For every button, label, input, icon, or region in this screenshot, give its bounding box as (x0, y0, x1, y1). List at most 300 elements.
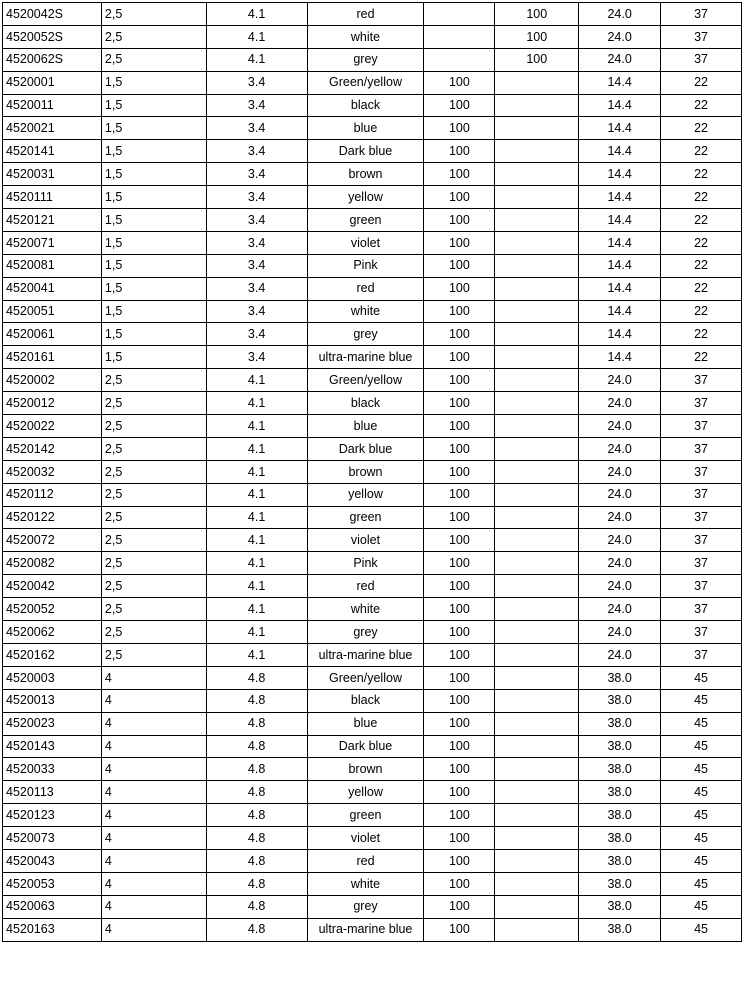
pack-quantity-cell: 100 (424, 506, 495, 529)
article-number-cell: 4520023 (3, 712, 102, 735)
pack-quantity-cell: 100 (424, 552, 495, 575)
weight-cell: 24.0 (579, 643, 661, 666)
pack-quantity-cell: 100 (424, 437, 495, 460)
product-table-body (3, 3, 742, 942)
pack-quantity-cell: 100 (424, 575, 495, 598)
pack-quantity-alt-cell (495, 758, 579, 781)
ampere-cell: 22 (661, 71, 742, 94)
table-row (3, 254, 742, 277)
pack-quantity-alt-cell (495, 643, 579, 666)
diameter-cell: 4.8 (206, 689, 307, 712)
cross-section-cell: 1,5 (101, 209, 206, 232)
pack-quantity-cell: 100 (424, 804, 495, 827)
pack-quantity-cell: 100 (424, 94, 495, 117)
weight-cell: 38.0 (579, 872, 661, 895)
color-cell: blue (307, 712, 424, 735)
article-number-cell: 4520002 (3, 369, 102, 392)
pack-quantity-cell: 100 (424, 849, 495, 872)
weight-cell: 14.4 (579, 94, 661, 117)
cross-section-cell: 2,5 (101, 48, 206, 71)
cross-section-cell: 1,5 (101, 254, 206, 277)
weight-cell: 24.0 (579, 392, 661, 415)
pack-quantity-alt-cell (495, 872, 579, 895)
table-row (3, 849, 742, 872)
pack-quantity-alt-cell (495, 552, 579, 575)
weight-cell: 38.0 (579, 712, 661, 735)
pack-quantity-alt-cell (495, 94, 579, 117)
cross-section-cell: 4 (101, 781, 206, 804)
pack-quantity-alt-cell (495, 186, 579, 209)
article-number-cell: 4520113 (3, 781, 102, 804)
table-row (3, 666, 742, 689)
weight-cell: 24.0 (579, 483, 661, 506)
weight-cell: 38.0 (579, 849, 661, 872)
ampere-cell: 37 (661, 415, 742, 438)
cross-section-cell: 2,5 (101, 643, 206, 666)
article-number-cell: 4520121 (3, 209, 102, 232)
color-cell: Pink (307, 552, 424, 575)
pack-quantity-alt-cell (495, 621, 579, 644)
ampere-cell: 37 (661, 643, 742, 666)
table-row (3, 598, 742, 621)
ampere-cell: 22 (661, 346, 742, 369)
pack-quantity-cell (424, 48, 495, 71)
cross-section-cell: 2,5 (101, 483, 206, 506)
diameter-cell: 3.4 (206, 300, 307, 323)
ampere-cell: 45 (661, 849, 742, 872)
color-cell: Pink (307, 254, 424, 277)
ampere-cell: 37 (661, 552, 742, 575)
pack-quantity-alt-cell (495, 529, 579, 552)
weight-cell: 38.0 (579, 735, 661, 758)
pack-quantity-alt-cell (495, 483, 579, 506)
ampere-cell: 37 (661, 392, 742, 415)
color-cell: brown (307, 163, 424, 186)
cross-section-cell: 2,5 (101, 437, 206, 460)
weight-cell: 24.0 (579, 3, 661, 26)
article-number-cell: 4520013 (3, 689, 102, 712)
diameter-cell: 3.4 (206, 163, 307, 186)
cross-section-cell: 2,5 (101, 460, 206, 483)
table-row (3, 163, 742, 186)
diameter-cell: 4.1 (206, 483, 307, 506)
ampere-cell: 45 (661, 827, 742, 850)
color-cell: yellow (307, 781, 424, 804)
pack-quantity-alt-cell: 100 (495, 48, 579, 71)
table-row (3, 552, 742, 575)
table-row (3, 804, 742, 827)
weight-cell: 24.0 (579, 48, 661, 71)
article-number-cell: 4520163 (3, 918, 102, 941)
color-cell: Dark blue (307, 140, 424, 163)
pack-quantity-cell: 100 (424, 117, 495, 140)
pack-quantity-cell: 100 (424, 872, 495, 895)
cross-section-cell: 1,5 (101, 117, 206, 140)
ampere-cell: 37 (661, 621, 742, 644)
article-number-cell: 4520062S (3, 48, 102, 71)
table-row (3, 48, 742, 71)
diameter-cell: 4.8 (206, 849, 307, 872)
weight-cell: 38.0 (579, 781, 661, 804)
pack-quantity-alt-cell (495, 415, 579, 438)
weight-cell: 14.4 (579, 117, 661, 140)
table-row (3, 506, 742, 529)
weight-cell: 38.0 (579, 827, 661, 850)
table-row (3, 621, 742, 644)
diameter-cell: 4.1 (206, 460, 307, 483)
weight-cell: 14.4 (579, 71, 661, 94)
diameter-cell: 4.1 (206, 598, 307, 621)
ampere-cell: 45 (661, 712, 742, 735)
article-number-cell: 4520012 (3, 392, 102, 415)
weight-cell: 24.0 (579, 529, 661, 552)
diameter-cell: 3.4 (206, 346, 307, 369)
cross-section-cell: 4 (101, 895, 206, 918)
color-cell: grey (307, 323, 424, 346)
color-cell: white (307, 25, 424, 48)
table-row (3, 369, 742, 392)
pack-quantity-alt-cell (495, 163, 579, 186)
article-number-cell: 4520142 (3, 437, 102, 460)
diameter-cell: 4.1 (206, 3, 307, 26)
weight-cell: 14.4 (579, 254, 661, 277)
cross-section-cell: 2,5 (101, 598, 206, 621)
article-number-cell: 4520162 (3, 643, 102, 666)
color-cell: blue (307, 415, 424, 438)
ampere-cell: 45 (661, 666, 742, 689)
product-table-container (2, 2, 742, 942)
diameter-cell: 4.1 (206, 529, 307, 552)
ampere-cell: 22 (661, 209, 742, 232)
ampere-cell: 37 (661, 529, 742, 552)
pack-quantity-alt-cell (495, 460, 579, 483)
weight-cell: 24.0 (579, 460, 661, 483)
weight-cell: 38.0 (579, 666, 661, 689)
diameter-cell: 3.4 (206, 231, 307, 254)
pack-quantity-cell: 100 (424, 598, 495, 621)
color-cell: black (307, 392, 424, 415)
pack-quantity-alt-cell (495, 209, 579, 232)
cross-section-cell: 4 (101, 804, 206, 827)
ampere-cell: 37 (661, 437, 742, 460)
pack-quantity-alt-cell: 100 (495, 25, 579, 48)
table-row (3, 3, 742, 26)
pack-quantity-cell: 100 (424, 163, 495, 186)
ampere-cell: 45 (661, 758, 742, 781)
article-number-cell: 4520123 (3, 804, 102, 827)
diameter-cell: 4.8 (206, 781, 307, 804)
diameter-cell: 4.1 (206, 369, 307, 392)
color-cell: ultra-marine blue (307, 918, 424, 941)
article-number-cell: 4520031 (3, 163, 102, 186)
article-number-cell: 4520053 (3, 872, 102, 895)
pack-quantity-alt-cell (495, 392, 579, 415)
color-cell: Dark blue (307, 735, 424, 758)
article-number-cell: 4520112 (3, 483, 102, 506)
ampere-cell: 45 (661, 735, 742, 758)
article-number-cell: 4520052S (3, 25, 102, 48)
table-row (3, 689, 742, 712)
table-row (3, 437, 742, 460)
weight-cell: 14.4 (579, 163, 661, 186)
cross-section-cell: 1,5 (101, 277, 206, 300)
diameter-cell: 3.4 (206, 277, 307, 300)
article-number-cell: 4520042S (3, 3, 102, 26)
color-cell: ultra-marine blue (307, 346, 424, 369)
pack-quantity-alt-cell (495, 849, 579, 872)
color-cell: Green/yellow (307, 71, 424, 94)
pack-quantity-cell: 100 (424, 186, 495, 209)
color-cell: brown (307, 460, 424, 483)
cross-section-cell: 4 (101, 827, 206, 850)
article-number-cell: 4520032 (3, 460, 102, 483)
pack-quantity-cell: 100 (424, 369, 495, 392)
article-number-cell: 4520063 (3, 895, 102, 918)
table-row (3, 918, 742, 941)
color-cell: ultra-marine blue (307, 643, 424, 666)
cross-section-cell: 4 (101, 872, 206, 895)
table-row (3, 71, 742, 94)
pack-quantity-alt-cell (495, 918, 579, 941)
pack-quantity-alt-cell (495, 895, 579, 918)
diameter-cell: 4.8 (206, 872, 307, 895)
color-cell: green (307, 804, 424, 827)
weight-cell: 38.0 (579, 895, 661, 918)
weight-cell: 24.0 (579, 598, 661, 621)
product-table (2, 2, 742, 942)
cross-section-cell: 2,5 (101, 369, 206, 392)
article-number-cell: 4520072 (3, 529, 102, 552)
pack-quantity-alt-cell: 100 (495, 3, 579, 26)
ampere-cell: 45 (661, 872, 742, 895)
pack-quantity-alt-cell (495, 712, 579, 735)
pack-quantity-cell: 100 (424, 71, 495, 94)
cross-section-cell: 1,5 (101, 71, 206, 94)
table-row (3, 323, 742, 346)
cross-section-cell: 1,5 (101, 94, 206, 117)
table-row (3, 346, 742, 369)
article-number-cell: 4520141 (3, 140, 102, 163)
weight-cell: 24.0 (579, 575, 661, 598)
color-cell: white (307, 300, 424, 323)
table-row (3, 712, 742, 735)
diameter-cell: 4.1 (206, 392, 307, 415)
pack-quantity-alt-cell (495, 300, 579, 323)
ampere-cell: 37 (661, 483, 742, 506)
cross-section-cell: 1,5 (101, 186, 206, 209)
table-row (3, 392, 742, 415)
diameter-cell: 4.8 (206, 918, 307, 941)
weight-cell: 14.4 (579, 209, 661, 232)
ampere-cell: 22 (661, 231, 742, 254)
pack-quantity-cell: 100 (424, 621, 495, 644)
pack-quantity-cell: 100 (424, 140, 495, 163)
table-row (3, 460, 742, 483)
cross-section-cell: 2,5 (101, 552, 206, 575)
color-cell: red (307, 277, 424, 300)
table-row (3, 643, 742, 666)
table-row (3, 575, 742, 598)
ampere-cell: 45 (661, 918, 742, 941)
ampere-cell: 22 (661, 117, 742, 140)
pack-quantity-cell: 100 (424, 483, 495, 506)
weight-cell: 24.0 (579, 25, 661, 48)
color-cell: Dark blue (307, 437, 424, 460)
weight-cell: 14.4 (579, 186, 661, 209)
weight-cell: 38.0 (579, 918, 661, 941)
pack-quantity-cell: 100 (424, 300, 495, 323)
weight-cell: 14.4 (579, 300, 661, 323)
pack-quantity-alt-cell (495, 369, 579, 392)
ampere-cell: 37 (661, 460, 742, 483)
pack-quantity-cell: 100 (424, 827, 495, 850)
diameter-cell: 3.4 (206, 323, 307, 346)
pack-quantity-cell: 100 (424, 392, 495, 415)
table-row (3, 117, 742, 140)
ampere-cell: 22 (661, 94, 742, 117)
ampere-cell: 22 (661, 300, 742, 323)
diameter-cell: 3.4 (206, 117, 307, 140)
ampere-cell: 37 (661, 575, 742, 598)
weight-cell: 14.4 (579, 323, 661, 346)
cross-section-cell: 4 (101, 712, 206, 735)
cross-section-cell: 2,5 (101, 3, 206, 26)
weight-cell: 24.0 (579, 437, 661, 460)
cross-section-cell: 2,5 (101, 25, 206, 48)
diameter-cell: 4.1 (206, 506, 307, 529)
table-row (3, 231, 742, 254)
diameter-cell: 4.1 (206, 575, 307, 598)
cross-section-cell: 2,5 (101, 392, 206, 415)
color-cell: black (307, 94, 424, 117)
ampere-cell: 37 (661, 598, 742, 621)
article-number-cell: 4520071 (3, 231, 102, 254)
color-cell: red (307, 575, 424, 598)
pack-quantity-cell: 100 (424, 415, 495, 438)
color-cell: red (307, 849, 424, 872)
article-number-cell: 4520033 (3, 758, 102, 781)
article-number-cell: 4520051 (3, 300, 102, 323)
cross-section-cell: 2,5 (101, 621, 206, 644)
diameter-cell: 4.1 (206, 415, 307, 438)
article-number-cell: 4520061 (3, 323, 102, 346)
pack-quantity-cell: 100 (424, 231, 495, 254)
article-number-cell: 4520122 (3, 506, 102, 529)
table-row (3, 415, 742, 438)
cross-section-cell: 4 (101, 735, 206, 758)
weight-cell: 24.0 (579, 415, 661, 438)
table-row (3, 94, 742, 117)
pack-quantity-cell (424, 3, 495, 26)
diameter-cell: 4.8 (206, 758, 307, 781)
pack-quantity-alt-cell (495, 666, 579, 689)
pack-quantity-alt-cell (495, 598, 579, 621)
article-number-cell: 4520062 (3, 621, 102, 644)
weight-cell: 14.4 (579, 346, 661, 369)
ampere-cell: 37 (661, 506, 742, 529)
article-number-cell: 4520021 (3, 117, 102, 140)
pack-quantity-alt-cell (495, 735, 579, 758)
diameter-cell: 4.1 (206, 437, 307, 460)
ampere-cell: 22 (661, 323, 742, 346)
table-row (3, 735, 742, 758)
weight-cell: 14.4 (579, 231, 661, 254)
pack-quantity-alt-cell (495, 804, 579, 827)
diameter-cell: 4.1 (206, 552, 307, 575)
cross-section-cell: 2,5 (101, 529, 206, 552)
pack-quantity-cell: 100 (424, 323, 495, 346)
article-number-cell: 4520082 (3, 552, 102, 575)
color-cell: white (307, 598, 424, 621)
pack-quantity-alt-cell (495, 437, 579, 460)
table-row (3, 827, 742, 850)
ampere-cell: 45 (661, 895, 742, 918)
ampere-cell: 45 (661, 689, 742, 712)
color-cell: yellow (307, 483, 424, 506)
cross-section-cell: 1,5 (101, 346, 206, 369)
article-number-cell: 4520042 (3, 575, 102, 598)
cross-section-cell: 1,5 (101, 140, 206, 163)
diameter-cell: 4.1 (206, 643, 307, 666)
article-number-cell: 4520111 (3, 186, 102, 209)
diameter-cell: 4.1 (206, 25, 307, 48)
diameter-cell: 4.8 (206, 895, 307, 918)
ampere-cell: 37 (661, 48, 742, 71)
table-row (3, 781, 742, 804)
color-cell: yellow (307, 186, 424, 209)
table-row (3, 483, 742, 506)
article-number-cell: 4520003 (3, 666, 102, 689)
cross-section-cell: 4 (101, 849, 206, 872)
article-number-cell: 4520043 (3, 849, 102, 872)
table-row (3, 209, 742, 232)
weight-cell: 14.4 (579, 277, 661, 300)
article-number-cell: 4520052 (3, 598, 102, 621)
color-cell: red (307, 3, 424, 26)
pack-quantity-cell: 100 (424, 781, 495, 804)
article-number-cell: 4520161 (3, 346, 102, 369)
color-cell: grey (307, 621, 424, 644)
pack-quantity-alt-cell (495, 346, 579, 369)
weight-cell: 14.4 (579, 140, 661, 163)
pack-quantity-cell: 100 (424, 254, 495, 277)
ampere-cell: 45 (661, 804, 742, 827)
pack-quantity-cell: 100 (424, 460, 495, 483)
diameter-cell: 4.1 (206, 621, 307, 644)
weight-cell: 24.0 (579, 506, 661, 529)
color-cell: black (307, 689, 424, 712)
pack-quantity-alt-cell (495, 827, 579, 850)
pack-quantity-alt-cell (495, 781, 579, 804)
article-number-cell: 4520073 (3, 827, 102, 850)
pack-quantity-alt-cell (495, 323, 579, 346)
cross-section-cell: 2,5 (101, 415, 206, 438)
cross-section-cell: 4 (101, 689, 206, 712)
ampere-cell: 37 (661, 25, 742, 48)
ampere-cell: 45 (661, 781, 742, 804)
cross-section-cell: 4 (101, 758, 206, 781)
cross-section-cell: 1,5 (101, 323, 206, 346)
diameter-cell: 3.4 (206, 254, 307, 277)
pack-quantity-alt-cell (495, 71, 579, 94)
color-cell: Green/yellow (307, 369, 424, 392)
diameter-cell: 4.8 (206, 735, 307, 758)
cross-section-cell: 1,5 (101, 300, 206, 323)
table-row (3, 872, 742, 895)
color-cell: blue (307, 117, 424, 140)
pack-quantity-alt-cell (495, 231, 579, 254)
pack-quantity-cell: 100 (424, 735, 495, 758)
